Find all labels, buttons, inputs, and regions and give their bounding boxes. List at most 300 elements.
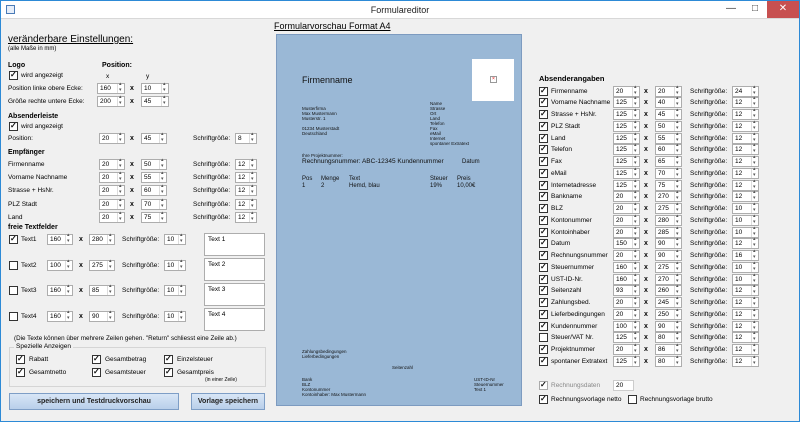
sender-detail-checkbox[interactable] (539, 98, 548, 107)
recipient-fontsize-input[interactable]: 12 ▴ ▾ (235, 199, 257, 210)
x-separator: x (644, 322, 648, 330)
rechnungsdaten-label: Rechnungsdaten (551, 382, 601, 389)
sender-detail-x-input[interactable]: 125 ▴ ▾ (613, 356, 640, 367)
sender-detail-fontsize-input[interactable]: 24 ▴ ▾ (732, 86, 759, 97)
sender-detail-fontsize-input[interactable]: 12 ▴ ▾ (732, 109, 759, 120)
sender-bar-x-input[interactable]: 20 ▴ ▾ (99, 133, 125, 144)
special-display-title: Spezielle Anzeigen (16, 343, 71, 350)
sender-detail-fontsize-input[interactable]: 12 ▴ ▾ (732, 321, 759, 332)
recipient-fontsize-label: Schriftgröße: (193, 161, 231, 168)
x-separator: x (79, 236, 83, 243)
preview-page-number: Seitenzahl (392, 365, 414, 370)
sender-bar-title: Absenderleiste (8, 113, 59, 120)
special-display-checkbox[interactable] (164, 355, 173, 364)
x-separator: x (644, 111, 648, 118)
free-text-checkbox[interactable] (9, 261, 18, 270)
sender-detail-fontsize-label: Schriftgröße: (690, 158, 728, 165)
sender-detail-fontsize-label: Schriftgröße: (690, 193, 728, 201)
sender-detail-y-input[interactable]: 275 ▴ ▾ (655, 262, 682, 273)
sender-detail-x-input[interactable]: 125 ▴ ▾ (613, 121, 640, 132)
sender-detail-x-input[interactable]: 125 ▴ ▾ (613, 168, 640, 179)
netto-template-checkbox[interactable] (539, 395, 548, 404)
preview-sender-line: Max Mustermann (302, 111, 337, 116)
sender-detail-fontsize-label: Schriftgröße: (690, 240, 728, 248)
preview-right-line: Land (430, 116, 441, 121)
recipient-row-label: Firmenname (8, 161, 45, 168)
sender-detail-label: Lieferbedingungen (551, 310, 605, 318)
x-separator: x (644, 169, 648, 177)
x-separator: x (644, 158, 648, 165)
free-text-checkbox[interactable] (9, 235, 18, 244)
sender-detail-x-input[interactable]: 20 ▴ ▾ (613, 309, 640, 320)
sender-detail-x-input[interactable]: 150 ▴ ▾ (613, 238, 640, 249)
special-display-label: Gesamtsteuer (105, 369, 146, 376)
special-display-label: Einzelsteuer (177, 356, 213, 363)
sender-detail-checkbox[interactable] (539, 192, 548, 201)
preview-right-line: Fax (430, 126, 438, 131)
sender-detail-y-input[interactable]: 270 ▴ ▾ (655, 191, 682, 202)
x-separator: x (644, 193, 648, 201)
preview-footer-bank-line: BLZ (302, 382, 311, 387)
sender-detail-checkbox[interactable] (539, 204, 548, 213)
sender-detail-checkbox[interactable] (539, 263, 548, 272)
sender-detail-checkbox[interactable] (539, 333, 548, 342)
recipient-fontsize-label: Schriftgröße: (193, 213, 231, 221)
sender-detail-y-input[interactable]: 70 ▴ ▾ (655, 168, 682, 179)
special-display-checkbox[interactable] (164, 368, 173, 377)
sender-detail-x-input[interactable]: 125 ▴ ▾ (613, 180, 640, 191)
preview-sender-line: Deutschland (302, 131, 328, 136)
preview-footer-line: Zahlungsbedingungen (302, 349, 347, 354)
sender-detail-fontsize-input[interactable]: 12 ▴ ▾ (732, 168, 759, 179)
free-text-fontsize-input[interactable]: 10 ▴ ▾ (164, 285, 186, 296)
sender-detail-checkbox[interactable] (539, 228, 548, 237)
preview-footer-bank-line: Kontonummer (302, 387, 331, 392)
sender-detail-y-input[interactable]: 86 ▴ ▾ (655, 344, 682, 355)
special-display-label: Rabatt (29, 356, 49, 363)
sender-detail-fontsize-input[interactable]: 10 ▴ ▾ (732, 262, 759, 273)
window-title: Formulareditor (370, 5, 430, 15)
sender-detail-fontsize-input[interactable]: 10 ▴ ▾ (732, 274, 759, 285)
x-separator: x (644, 87, 648, 95)
sender-detail-x-input[interactable]: 125 ▴ ▾ (613, 109, 640, 120)
sender-detail-checkbox[interactable] (539, 322, 548, 331)
preview-right-line: eMail (430, 131, 441, 136)
sender-detail-y-input[interactable]: 80 ▴ ▾ (655, 356, 682, 367)
x-separator: x (644, 99, 648, 107)
close-button[interactable]: ✕ (767, 1, 799, 18)
sender-detail-x-input[interactable]: 100 ▴ ▾ (613, 321, 640, 332)
sender-detail-x-input[interactable]: 20 ▴ ▾ (613, 191, 640, 202)
recipient-fontsize-input[interactable]: 12 ▴ ▾ (235, 172, 257, 183)
sender-detail-y-input[interactable]: 60 ▴ ▾ (655, 144, 682, 155)
sender-detail-fontsize-label: Schriftgröße: (690, 357, 728, 365)
x-separator: x (644, 263, 648, 271)
sender-detail-fontsize-label: Schriftgröße: (690, 275, 728, 283)
sender-detail-checkbox[interactable] (539, 239, 548, 248)
sender-detail-checkbox[interactable] (539, 357, 548, 366)
free-text-fontsize-label: Schriftgröße: (122, 287, 160, 294)
recipient-row-label: Strasse + HsNr. (8, 187, 54, 195)
recipient-x-input[interactable]: 20 ▴ ▾ (99, 199, 125, 210)
units-note: (alle Maße in mm) (8, 46, 57, 52)
sender-detail-fontsize-label: Schriftgröße: (690, 181, 728, 189)
sender-detail-label: Steuer/VAT Nr. (551, 334, 594, 342)
free-text-content-field[interactable]: Text 2 (204, 258, 265, 281)
recipient-fontsize-label: Schriftgröße: (193, 174, 231, 182)
logo-bottomright-y-input[interactable]: 45 ▴ ▾ (141, 96, 169, 107)
sender-detail-label: Telefon (551, 146, 572, 154)
logo-x-header: x (106, 73, 110, 80)
sender-detail-y-input[interactable]: 270 ▴ ▾ (655, 274, 682, 285)
sender-detail-x-input[interactable]: 125 ▴ ▾ (613, 144, 640, 155)
save-template-button[interactable]: Vorlage speichern (191, 393, 265, 410)
x-separator: x (130, 161, 134, 168)
sender-detail-fontsize-input[interactable]: 12 ▴ ▾ (732, 156, 759, 167)
sender-detail-fontsize-input[interactable]: 12 ▴ ▾ (732, 309, 759, 320)
maximize-button[interactable]: □ (751, 3, 759, 14)
sender-detail-checkbox[interactable] (539, 122, 548, 131)
x-separator: x (130, 200, 134, 208)
sender-detail-y-input[interactable]: 20 ▴ ▾ (655, 86, 682, 97)
sender-detail-checkbox[interactable] (539, 181, 548, 190)
sender-detail-fontsize-input[interactable]: 12 ▴ ▾ (732, 285, 759, 296)
sender-detail-y-input[interactable]: 80 ▴ ▾ (655, 332, 682, 343)
sender-detail-label: spontaner Extratext (551, 357, 608, 365)
free-text-label: Text3 (21, 287, 37, 294)
sender-detail-checkbox[interactable] (539, 345, 548, 354)
sender-detail-label: eMail (551, 169, 567, 177)
sender-detail-fontsize-label: Schriftgröße: (690, 87, 728, 95)
sender-detail-fontsize-label: Schriftgröße: (690, 111, 728, 118)
special-display-label: Gesamtbetrag (105, 356, 147, 363)
sender-detail-label: Seitenzahl (551, 287, 582, 295)
sender-detail-x-input[interactable]: 20 ▴ ▾ (613, 250, 640, 261)
recipient-y-input[interactable]: 55 ▴ ▾ (141, 172, 167, 183)
broken-image-icon: × (490, 76, 497, 83)
sender-detail-label: Steuernummer (551, 263, 594, 271)
sender-detail-x-input[interactable]: 20 ▴ ▾ (613, 297, 640, 308)
recipient-x-input[interactable]: 20 ▴ ▾ (99, 212, 125, 223)
preview-table-header: Pos (302, 176, 313, 182)
sender-detail-fontsize-label: Schriftgröße: (690, 205, 728, 212)
sender-detail-label: Strasse + HsNr. (551, 111, 597, 118)
sender-detail-x-input[interactable]: 20 ▴ ▾ (613, 86, 640, 97)
recipient-row-label: Land (8, 213, 23, 221)
sender-detail-checkbox[interactable] (539, 87, 548, 96)
free-text-fontsize-label: Schriftgröße: (122, 236, 160, 243)
free-text-label: Text4 (21, 312, 37, 320)
recipient-y-input[interactable]: 75 ▴ ▾ (141, 212, 167, 223)
preview-table-header: Menge (321, 176, 340, 182)
sender-detail-checkbox[interactable] (539, 275, 548, 284)
free-text-x-input[interactable]: 160 ▴ ▾ (47, 311, 73, 322)
x-separator: x (130, 213, 134, 221)
x-separator: x (644, 228, 648, 236)
rechnungsdaten-checkbox[interactable] (539, 381, 548, 390)
recipient-x-input[interactable]: 20 ▴ ▾ (99, 185, 125, 196)
x-separator: x (644, 240, 648, 248)
free-text-x-input[interactable]: 160 ▴ ▾ (47, 285, 73, 296)
preview-table-cell: 2 (321, 183, 325, 189)
sender-detail-x-input[interactable]: 93 ▴ ▾ (613, 285, 640, 296)
preview-invoice-line: Rechnungsnummer: ABC-12345 Kundennummer (302, 158, 444, 165)
preview-footer-line: Lieferbedingungen (302, 354, 340, 359)
recipient-fontsize-input[interactable]: 12 ▴ ▾ (235, 212, 257, 223)
sender-detail-fontsize-input[interactable]: 12 ▴ ▾ (732, 121, 759, 132)
brutto-template-checkbox[interactable] (628, 395, 637, 404)
logo-y-header: y (146, 73, 150, 80)
sender-detail-fontsize-input[interactable]: 16 ▴ ▾ (732, 250, 759, 261)
x-separator: x (644, 299, 648, 306)
sender-detail-fontsize-input[interactable]: 12 ▴ ▾ (732, 97, 759, 108)
special-display-checkbox[interactable] (92, 368, 101, 377)
rechnungsdaten-input[interactable]: 20 (613, 380, 634, 391)
sender-detail-checkbox[interactable] (539, 251, 548, 260)
logo-topleft-label: Position linke obere Ecke: (8, 85, 83, 92)
sender-detail-y-input[interactable]: 45 ▴ ▾ (655, 109, 682, 120)
sender-detail-fontsize-label: Schriftgröße: (690, 346, 728, 353)
recipient-y-input[interactable]: 70 ▴ ▾ (141, 199, 167, 210)
free-text-fontsize-input[interactable]: 10 ▴ ▾ (164, 260, 186, 271)
sender-detail-fontsize-label: Schriftgröße: (690, 216, 728, 224)
logo-shown-checkbox[interactable] (9, 71, 18, 80)
preview-table-header: Preis (457, 176, 471, 182)
sender-detail-x-input[interactable]: 125 ▴ ▾ (613, 133, 640, 144)
settings-heading: veränderbare Einstellungen: (8, 34, 134, 45)
preview-table-header: Steuer (430, 176, 448, 182)
sender-detail-checkbox[interactable] (539, 169, 548, 178)
minimize-button[interactable]: — (726, 3, 736, 14)
free-text-content-field[interactable]: Text 3 (204, 283, 265, 306)
x-separator: x (644, 216, 648, 224)
sender-detail-y-input[interactable]: 90 ▴ ▾ (655, 250, 682, 261)
x-separator: x (644, 205, 648, 212)
sender-detail-fontsize-label: Schriftgröße: (690, 146, 728, 154)
logo-bottomright-x-input[interactable]: 200 ▴ ▾ (97, 96, 125, 107)
sender-detail-checkbox[interactable] (539, 110, 548, 119)
sender-detail-x-input[interactable]: 20 ▴ ▾ (613, 203, 640, 214)
sender-detail-x-input[interactable]: 125 ▴ ▾ (613, 97, 640, 108)
free-text-x-input[interactable]: 160 ▴ ▾ (47, 234, 73, 245)
sender-detail-y-input[interactable]: 55 ▴ ▾ (655, 133, 682, 144)
sender-detail-fontsize-label: Schriftgröße: (690, 169, 728, 177)
special-display-label: Gesamtpreis (177, 369, 214, 376)
sender-detail-fontsize-input[interactable]: 12 ▴ ▾ (732, 191, 759, 202)
special-display-checkbox[interactable] (92, 355, 101, 364)
preview-right-line: spontaner Extratext (430, 141, 470, 146)
sender-detail-label: Firmenname (551, 87, 588, 95)
x-separator: x (644, 287, 648, 295)
sender-detail-fontsize-label: Schriftgröße: (690, 299, 728, 306)
preview-table-cell: 19% (430, 183, 443, 189)
logo-topleft-x-input[interactable]: 160 ▴ ▾ (97, 83, 125, 94)
free-text-checkbox[interactable] (9, 312, 18, 321)
free-text-fontsize-label: Schriftgröße: (122, 261, 160, 269)
sender-detail-label: Land (551, 134, 566, 142)
sender-detail-fontsize-input[interactable]: 12 ▴ ▾ (732, 238, 759, 249)
preview-company-name: Firmenname (302, 75, 353, 85)
free-text-checkbox[interactable] (9, 286, 18, 295)
sender-detail-fontsize-input[interactable]: 12 ▴ ▾ (732, 180, 759, 191)
sender-detail-y-input[interactable]: 280 ▴ ▾ (655, 215, 682, 226)
sender-detail-y-input[interactable]: 260 ▴ ▾ (655, 285, 682, 296)
sender-detail-x-input[interactable]: 160 ▴ ▾ (613, 274, 640, 285)
sender-detail-y-input[interactable]: 245 ▴ ▾ (655, 297, 682, 308)
sender-detail-fontsize-label: Schriftgröße: (690, 99, 728, 107)
special-display-checkbox[interactable] (16, 355, 25, 364)
sender-detail-fontsize-input[interactable]: 12 ▴ ▾ (732, 332, 759, 343)
free-text-y-input[interactable]: 275 ▴ ▾ (89, 260, 115, 271)
logo-shown-label: wird angezeigt (21, 72, 63, 79)
preview-footer-tax-line: UST-ID-Nr (474, 377, 495, 382)
sender-detail-fontsize-input[interactable]: 12 ▴ ▾ (732, 297, 759, 308)
sender-detail-fontsize-input[interactable]: 12 ▴ ▾ (732, 356, 759, 367)
sender-detail-y-input[interactable]: 285 ▴ ▾ (655, 227, 682, 238)
free-text-content-field[interactable]: Text 4 (204, 308, 265, 331)
x-separator: x (644, 357, 648, 365)
preview-sender-line: Musterstr. 1 (302, 116, 326, 121)
brutto-template-label: Rechnungsvorlage brutto (640, 396, 713, 403)
sender-detail-fontsize-input[interactable]: 10 ▴ ▾ (732, 215, 759, 226)
free-text-label: Text2 (21, 261, 37, 269)
sender-detail-fontsize-label: Schriftgröße: (690, 322, 728, 330)
sender-detail-y-input[interactable]: 75 ▴ ▾ (655, 180, 682, 191)
x-separator: x (644, 334, 648, 342)
sender-detail-y-input[interactable]: 50 ▴ ▾ (655, 121, 682, 132)
preview-right-line: Ort (430, 111, 437, 116)
sender-bar-shown-checkbox[interactable] (9, 122, 18, 131)
free-text-title: freie Textfelder (8, 224, 58, 231)
x-separator: x (644, 146, 648, 154)
preview-footer-tax-line: Steuernummer (474, 382, 504, 387)
sender-detail-label: Kontoinhaber (551, 228, 590, 236)
sender-detail-x-input[interactable]: 125 ▴ ▾ (613, 156, 640, 167)
x-separator: x (130, 174, 134, 182)
logo-topleft-y-input[interactable]: 10 ▴ ▾ (141, 83, 169, 94)
sender-detail-fontsize-input[interactable]: 12 ▴ ▾ (732, 344, 759, 355)
sender-detail-label: Zahlungsbed. (551, 299, 591, 306)
logo-position-title: Position: (102, 62, 132, 69)
sender-detail-checkbox[interactable] (539, 134, 548, 143)
x-separator: x (644, 346, 648, 353)
sender-detail-x-input[interactable]: 160 ▴ ▾ (613, 262, 640, 273)
free-text-y-input[interactable]: 90 ▴ ▾ (89, 311, 115, 322)
recipient-fontsize-label: Schriftgröße: (193, 187, 231, 195)
sender-detail-y-input[interactable]: 90 ▴ ▾ (655, 238, 682, 249)
netto-template-label: Rechnungsvorlage netto (551, 396, 622, 403)
recipient-fontsize-input[interactable]: 12 ▴ ▾ (235, 185, 257, 196)
sender-detail-fontsize-input[interactable]: 10 ▴ ▾ (732, 227, 759, 238)
preview-right-line: Strasse (430, 106, 446, 111)
preview-right-line: Telefon (430, 121, 445, 126)
preview-sender-line: Musterfirma (302, 106, 326, 111)
x-separator: x (644, 134, 648, 142)
recipient-fontsize-input[interactable]: 12 ▴ ▾ (235, 159, 257, 170)
sender-detail-checkbox[interactable] (539, 145, 548, 154)
sender-detail-x-input[interactable]: 20 ▴ ▾ (613, 215, 640, 226)
x-separator: x (79, 312, 83, 320)
preview-table-cell: 10,00€ (457, 183, 476, 189)
invoice-preview (276, 34, 522, 406)
logo-title: Logo (8, 62, 26, 69)
gesamtpreis-sub: (in einer Zeile) (205, 377, 237, 383)
sender-detail-fontsize-input[interactable]: 12 ▴ ▾ (732, 133, 759, 144)
preview-project-number: Ihre Projektnummer: (302, 153, 343, 158)
recipient-y-input[interactable]: 60 ▴ ▾ (141, 185, 167, 196)
sender-detail-x-input[interactable]: 125 ▴ ▾ (613, 332, 640, 343)
logo-bottomright-label: Größe rechte untere Ecke: (8, 98, 85, 105)
preview-right-line: Internet (430, 136, 446, 141)
sender-detail-y-input[interactable]: 65 ▴ ▾ (655, 156, 682, 167)
free-text-y-input[interactable]: 280 ▴ ▾ (89, 234, 115, 245)
preview-sender-line: 01234 Musterstadt (302, 126, 340, 131)
sender-detail-y-input[interactable]: 250 ▴ ▾ (655, 309, 682, 320)
preview-date: Datum (462, 159, 480, 165)
x-separator: x (130, 187, 134, 195)
free-text-content-field[interactable]: Text 1 (204, 233, 265, 256)
sender-detail-x-input[interactable]: 20 ▴ ▾ (613, 344, 640, 355)
preview-right-line: Name (430, 101, 443, 106)
sender-detail-checkbox[interactable] (539, 157, 548, 166)
preview-table-cell: Hemd, blau (349, 183, 380, 189)
x-separator: x (644, 122, 648, 130)
sender-detail-label: Kontonummer (551, 216, 592, 224)
sender-detail-y-input[interactable]: 90 ▴ ▾ (655, 321, 682, 332)
sender-detail-fontsize-label: Schriftgröße: (690, 122, 728, 130)
sender-detail-fontsize-label: Schriftgröße: (690, 252, 728, 259)
sender-detail-label: Vorname Nachname (551, 99, 611, 107)
free-text-fontsize-input[interactable]: 10 ▴ ▾ (164, 234, 186, 245)
sender-detail-fontsize-label: Schriftgröße: (690, 334, 728, 342)
sender-detail-label: BLZ (551, 205, 563, 212)
sender-detail-fontsize-label: Schriftgröße: (690, 263, 728, 271)
sender-detail-fontsize-label: Schriftgröße: (690, 310, 728, 318)
sender-bar-fontsize-input[interactable]: 8 ▴ ▾ (235, 133, 257, 144)
save-and-print-preview-button[interactable]: speichern und Testdruckvorschau (9, 393, 179, 410)
free-text-x-input[interactable]: 100 ▴ ▾ (47, 260, 73, 271)
sender-detail-label: Bankname (551, 193, 583, 201)
sender-detail-label: Rechnungsnummer (551, 252, 608, 259)
sender-detail-checkbox[interactable] (539, 310, 548, 319)
sender-detail-checkbox[interactable] (539, 298, 548, 307)
recipient-x-input[interactable]: 20 ▴ ▾ (99, 172, 125, 183)
recipient-x-input[interactable]: 20 ▴ ▾ (99, 159, 125, 170)
sender-detail-fontsize-input[interactable]: 10 ▴ ▾ (732, 203, 759, 214)
sender-bar-y-input[interactable]: 45 ▴ ▾ (141, 133, 167, 144)
sender-detail-y-input[interactable]: 275 ▴ ▾ (655, 203, 682, 214)
sender-detail-checkbox[interactable] (539, 286, 548, 295)
sender-detail-x-input[interactable]: 20 ▴ ▾ (613, 227, 640, 238)
sender-bar-fontsize-label: Schriftgröße: (193, 135, 231, 142)
sender-details-title: Absenderangaben (539, 74, 605, 83)
sender-detail-fontsize-label: Schriftgröße: (690, 134, 728, 142)
recipient-y-input[interactable]: 50 ▴ ▾ (141, 159, 167, 170)
preview-table-header: Text (349, 176, 361, 182)
sender-detail-fontsize-input[interactable]: 12 ▴ ▾ (732, 144, 759, 155)
free-text-fontsize-label: Schriftgröße: (122, 312, 160, 320)
special-display-checkbox[interactable] (16, 368, 25, 377)
free-text-y-input[interactable]: 85 ▴ ▾ (89, 285, 115, 296)
sender-detail-y-input[interactable]: 40 ▴ ▾ (655, 97, 682, 108)
multiline-note: (Die Texte können über mehrere Zeilen gehen. "Return" schliesst eine Zeile ab.) (14, 335, 237, 342)
free-text-fontsize-input[interactable]: 10 ▴ ▾ (164, 311, 186, 322)
sender-detail-checkbox[interactable] (539, 216, 548, 225)
x-separator: x (644, 310, 648, 318)
sender-detail-fontsize-label: Schriftgröße: (690, 287, 728, 295)
preview-footer-bank-line: Bank (302, 377, 313, 382)
sender-bar-shown-label: wird angezeigt (21, 123, 63, 130)
